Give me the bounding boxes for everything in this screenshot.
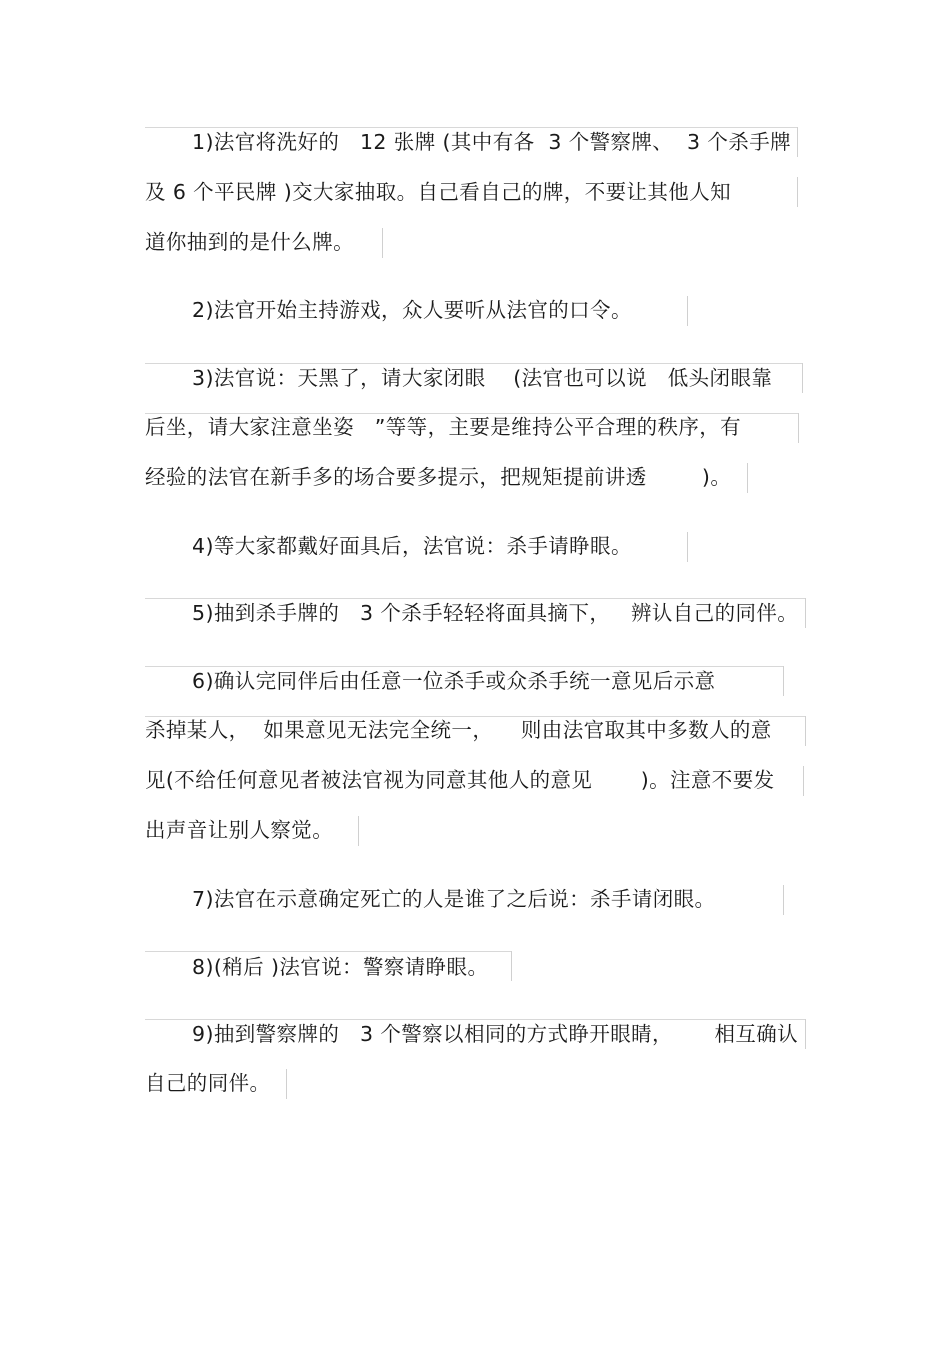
table-rule (805, 598, 806, 628)
table-rule (687, 532, 688, 562)
table-rule (797, 127, 798, 157)
table-rule (797, 177, 798, 207)
table-rule (805, 1019, 806, 1049)
table-rule (805, 716, 806, 746)
paragraph-3-line-3: 经验的法官在新手多的场合要多提示，把规矩提前讲透 )。 (145, 465, 732, 489)
table-rule (803, 766, 804, 796)
paragraph-5-line-1: 5)抽到杀手牌的 3 个杀手轻轻将面具摘下， 辨认自己的同伴。 (192, 601, 799, 625)
paragraph-9-line-2: 自己的同伴。 (145, 1071, 271, 1095)
paragraph-1-line-1: 1)法官将洗好的 12 张牌 (其中有各 3 个警察牌、 3 个杀手牌 (192, 130, 791, 154)
paragraph-1-line-3: 道你抽到的是什么牌。 (145, 230, 354, 254)
table-rule (802, 363, 803, 393)
table-rule (747, 463, 748, 493)
table-rule (511, 951, 512, 981)
table-rule (783, 885, 784, 915)
table-rule (783, 666, 784, 696)
paragraph-9-line-1: 9)抽到警察牌的 3 个警察以相同的方式睁开眼睛， 相互确认 (192, 1022, 799, 1046)
paragraph-6-line-2: 杀掉某人， 如果意见无法完全统一， 则由法官取其中多数人的意 (145, 718, 772, 742)
table-rule (358, 816, 359, 846)
table-rule (798, 413, 799, 443)
paragraph-6-line-3: 见(不给任何意见者被法官视为同意其他人的意见 )。注意不要发 (145, 768, 775, 792)
paragraph-4-line-1: 4)等大家都戴好面具后，法官说：杀手请睁眼。 (192, 534, 632, 558)
paragraph-6-line-4: 出声音让别人察觉。 (145, 818, 334, 842)
paragraph-2-line-1: 2)法官开始主持游戏，众人要听从法官的口令。 (192, 298, 632, 322)
paragraph-7-line-1: 7)法官在示意确定死亡的人是谁了之后说：杀手请闭眼。 (192, 887, 716, 911)
table-rule (286, 1069, 287, 1099)
paragraph-3-line-2: 后坐，请大家注意坐姿 ”等等，主要是维持公平合理的秩序，有 (145, 415, 742, 439)
paragraph-1-line-2: 及 6 个平民牌 )交大家抽取。自己看自己的牌，不要让其他人知 (145, 180, 731, 204)
table-rule (687, 296, 688, 326)
paragraph-3-line-1: 3)法官说：天黑了，请大家闭眼 (法官也可以说 低头闭眼靠 (192, 366, 773, 390)
paragraph-8-line-1: 8)(稍后 )法官说：警察请睁眼。 (192, 955, 489, 979)
table-rule (382, 228, 383, 258)
paragraph-6-line-1: 6)确认完同伴后由任意一位杀手或众杀手统一意见后示意 (192, 669, 716, 693)
